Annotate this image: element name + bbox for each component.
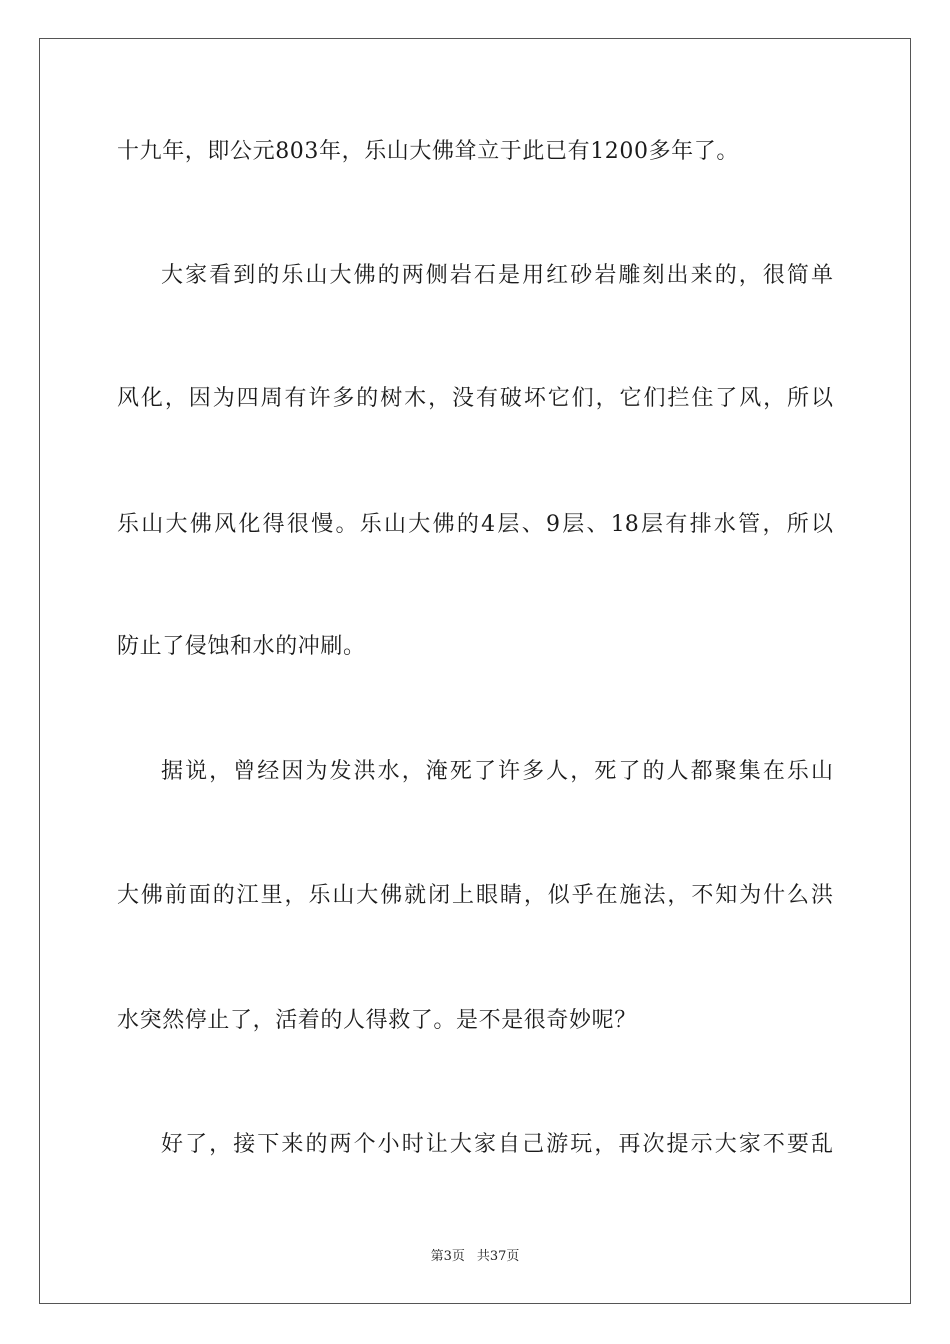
page-footer (0, 1248, 950, 1266)
body-text-line: 大家看到的乐山大佛的两侧岩石是用红砂岩雕刻出来的，很简单 (161, 263, 833, 288)
current-page-number: 第3页 (430, 1249, 465, 1264)
body-text-line: 好了，接下来的两个小时让大家自己游玩，再次提示大家不要乱 (161, 1132, 833, 1157)
body-text-line: 风化，因为四周有许多的树木，没有破坏它们，它们拦住了风，所以 (117, 386, 833, 411)
body-text-line: 据说，曾经因为发洪水，淹死了许多人，死了的人都聚集在乐山 (161, 759, 833, 784)
page-border (39, 38, 911, 1304)
body-text-line: 大佛前面的江里，乐山大佛就闭上眼睛，似乎在施法，不知为什么洪 (117, 883, 833, 908)
total-pages: 共37页 (476, 1249, 520, 1264)
body-text-line: 乐山大佛风化得很慢。乐山大佛的4层、9层、18层有排水管，所以 (117, 512, 833, 537)
body-text-line: 水突然停止了，活着的人得救了。是不是很奇妙呢？ (117, 1008, 637, 1033)
body-text-line: 十九年，即公元803年，乐山大佛耸立于此已有1200多年了。 (117, 139, 739, 164)
body-text-line: 防止了侵蚀和水的冲刷。 (117, 634, 366, 659)
